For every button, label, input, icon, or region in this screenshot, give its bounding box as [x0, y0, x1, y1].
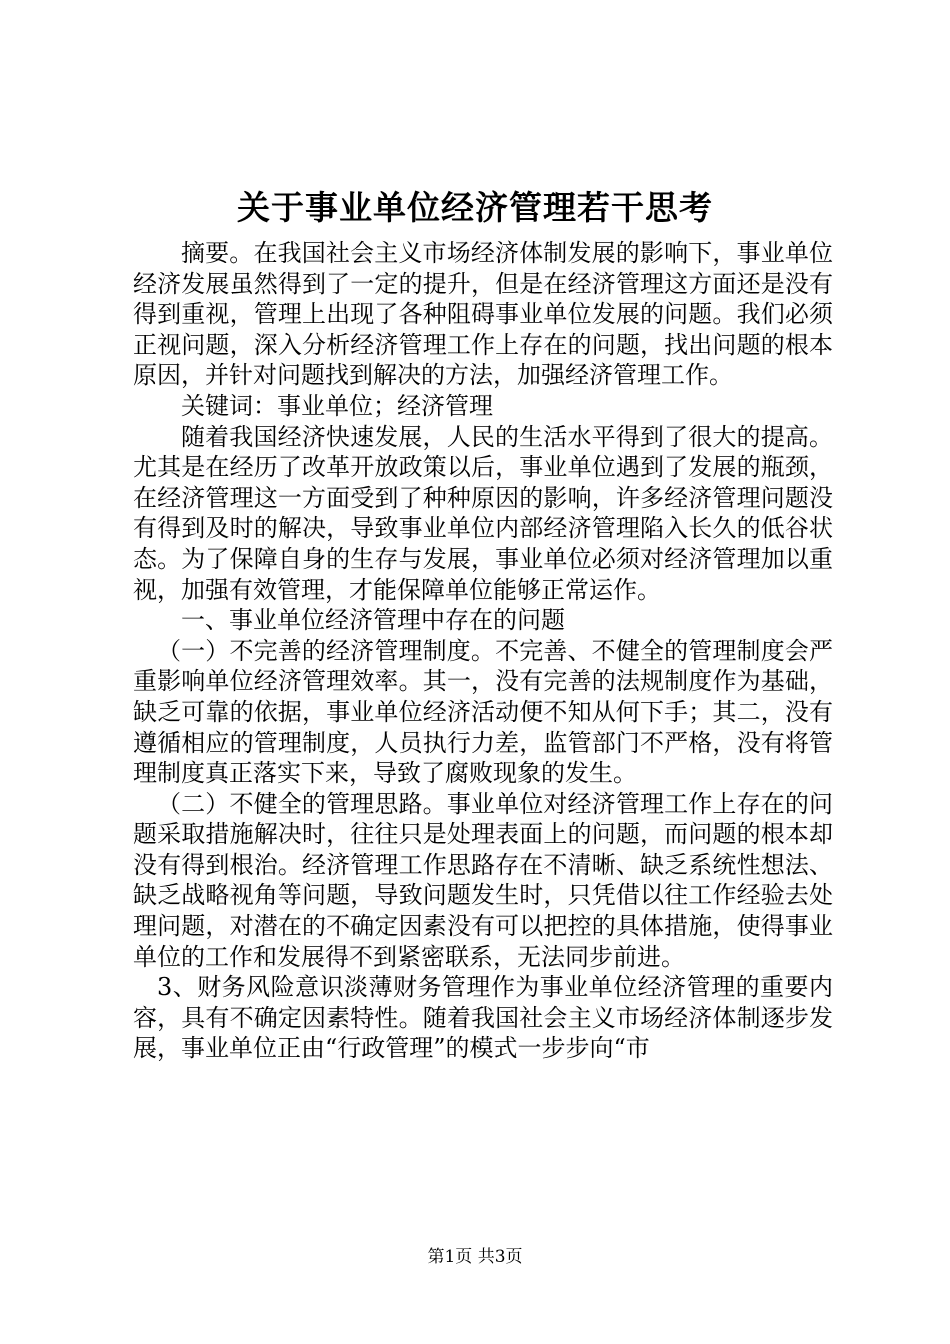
document-body [133, 238, 833, 1064]
subsection-2-paragraph: （二）不健全的管理思路。事业单位对经济管理工作上存在的问题采取措施解决时，往往只是处理表面上的问题，而问题的根本却没有得到根治。经济管理工作思路存在不清晰、缺乏系统性想法、缺乏战略视角等问题，导致问题发生时，只凭借以往工作经验去处理问题，对潜在的不确定因素没有可以把控的具体措施，使得事业单位的工作和发展得不到紧密联系，无法同步前进。 [133, 789, 833, 971]
subsection-1-paragraph: （一）不完善的经济管理制度。不完善、不健全的管理制度会严重影响单位经济管理效率。其一，没有完善的法规制度作为基础，缺乏可靠的依据，事业单位经济活动便不知从何下手；其二，没有遵循相应的管理制度，人员执行力差，监管部门不严格，没有将管理制度真正落实下来，导致了腐败现象的发生。 [133, 636, 833, 788]
intro-paragraph: 随着我国经济快速发展，人民的生活水平得到了很大的提高。尤其是在经历了改革开放政策以后，事业单位遇到了发展的瓶颈，在经济管理这一方面受到了种种原因的影响，许多经济管理问题没有得到及时的解决，导致事业单位内部经济管理陷入长久的低谷状态。为了保障自身的生存与发展，事业单位必须对经济管理加以重视，加强有效管理，才能保障单位能够正常运作。 [133, 422, 833, 604]
keywords-paragraph: 关键词：事业单位；经济管理 [181, 391, 493, 420]
section-heading: 一、事业单位经济管理中存在的问题 [181, 606, 565, 635]
subsection-3-paragraph: 3、财务风险意识淡薄财务管理作为事业单位经济管理的重要内容，具有不确定因素特性。随着我国社会主义市场经济体制逐步发展，事业单位正由“行政管理”的模式一步步向“市 [133, 973, 833, 1063]
document-title: 关于事业单位经济管理若干思考 [237, 188, 713, 227]
page-number: 第1页 共3页 [427, 1247, 523, 1267]
abstract-paragraph: 摘要。在我国社会主义市场经济体制发展的影响下，事业单位经济发展虽然得到了一定的提升，但是在经济管理这方面还是没有得到重视，管理上出现了各种阻碍事业单位发展的问题。我们必须正视问题，深入分析经济管理工作上存在的问题，找出问题的根本原因，并针对问题找到解决的方法，加强经济管理工作。 [133, 239, 833, 390]
